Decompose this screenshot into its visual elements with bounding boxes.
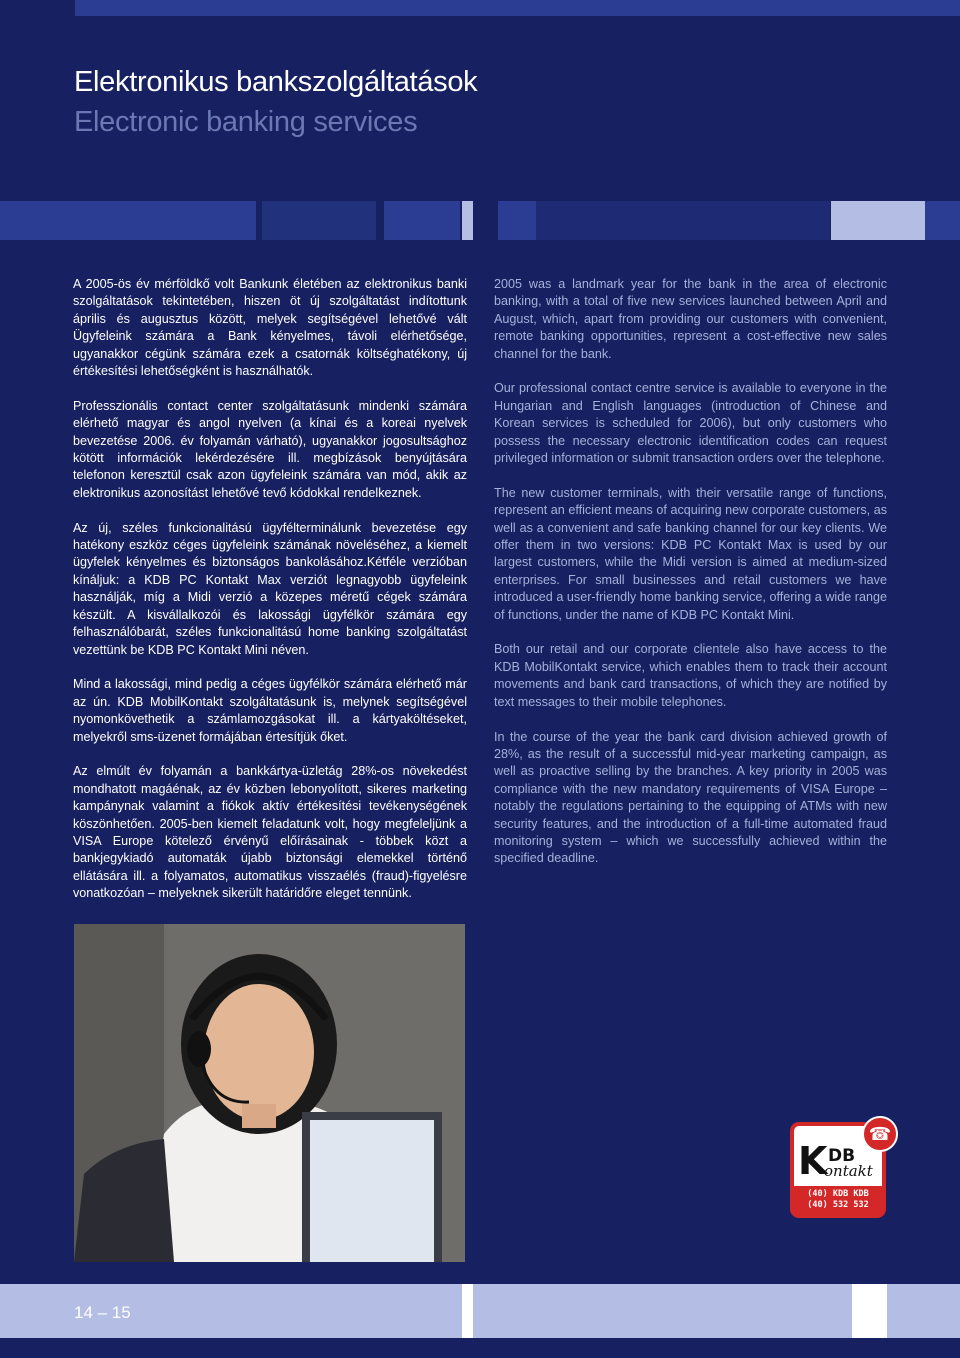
hu-paragraph: Az elmúlt év folyamán a bankkártya-üzletág 28%-os növekedést mondhatott magáénak, az év közben lebonyolított, sikeres marketing kampánynak valamint a fiókok aktív értékesítési tevékenységének köszönhetően. 2005-ben kiemelt feladatunk volt, hogy megfeleljünk a VISA Europe kötelező érvényű előírásainak - többek közt a bankjegykiadó automaták újabb biztonsági elemekkel történő ellátására ill. a folyamatos, automatikus visszaélés (fraud)-figyelésre vonatkozóan – melyeknek sikerült határidőre eleget tennünk. [73, 764, 467, 901]
stripe-segment [536, 201, 830, 240]
hu-paragraph: Professzionális contact center szolgáltatásunk mindenki számára elérhető magyar és angol nyelven (a kínai és a koreai nyelvek bevezetése 2006. év folyamán várható), ugyanakkor jogosultsághoz kötött információk lekérdezésére ill. megbízások benyújtására telefonon keresztül csak azon ügyfeleink számára van mód, akik az elektronikus azonosítást lehetővé tevő kódokkal rendelkeznek. [73, 398, 467, 500]
footer-stripe [852, 1284, 887, 1338]
top-color-bar [75, 0, 960, 16]
stripe-segment [925, 201, 960, 240]
stripe-segment [262, 201, 376, 240]
page-title-english: Electronic banking services [74, 106, 418, 138]
footer-stripe [462, 1284, 473, 1338]
logo-letter-k: K [798, 1139, 828, 1183]
logo-letters-db: DB [828, 1146, 856, 1166]
face [204, 984, 314, 1120]
en-paragraph: In the course of the year the bank card division achieved growth of 28%, as the result of a successful mid-year marketing campaign, as well as proactive selling by the branches. A key priority in 2005 was compliance with the new mandatory requirements of VISA Europe – notably the regulations pertaining to the equipping of ATMs with new security features, and the introduction of a full-time automated fraud monitoring system – which we successfully achieved within the specified deadline. [494, 729, 887, 866]
en-paragraph: The new customer terminals, with their versatile range of functions, represent an efficient means of acquiring new corporate customers, as well as a convenient and safe banking channel for our key clients. We offer them in two versions: KDB PC Kontakt Max is used by our largest customers, while the Midi version is aimed at medium-sized enterprises. For small businesses and retail customers we have introduced a user-friendly home banking service, offering a wide range of functions, under the name of KDB PC Kontakt Mini. [494, 485, 887, 622]
hu-paragraph: Az új, széles funkcionalitású ügyfélterminálunk bevezetése egy hatékony eszköz céges ügyfeleink számának növeléséhez, a kiemelt ügyfelek kényelmes és biztonságos bankolásához.Kétféle verzióban kínáljuk: a KDB PC Kontakt Max verziót legnagyobb ügyfeleink használják, míg a Midi verzió a közepes méretű cégek számára készült. A kisvállalkozói és lakossági ügyfélkör számára egy felhasználóbarát, széles funkcionalitású home banking szolgáltatást vezettünk be KDB PC Kontakt Mini néven. [73, 520, 467, 657]
logo-phone-numbers [794, 1186, 882, 1214]
logo-phone-line-1: (40) KDB KDB [807, 1189, 869, 1199]
stripe-segment [498, 201, 536, 240]
monitor-screen [310, 1120, 434, 1262]
english-text-column [494, 276, 887, 885]
hungarian-text-column [73, 276, 467, 920]
neck [242, 1104, 276, 1128]
stripe-segment [831, 201, 925, 240]
logo-phone-line-2: (40) 532 532 [807, 1200, 869, 1210]
stripe-segment [462, 201, 473, 240]
call-center-agent-photo [74, 924, 465, 1262]
photo-illustration [74, 924, 465, 1262]
telephone-icon: ☎ [862, 1116, 898, 1152]
hu-paragraph: Mind a lakossági, mind pedig a céges ügyfélkör számára elérhető már az ún. KDB MobilKontakt szolgáltatásunk is, melynek segítségével nyomonkövethetik a számlamozgásokat ill. a kártyaköltéseket, melyekről sms-üzenet formájában értesítjük őket. [73, 677, 467, 744]
page-title-hungarian: Elektronikus bankszolgáltatások [74, 66, 478, 98]
stripe-segment [0, 201, 74, 240]
hu-paragraph: A 2005-ös év mérföldkő volt Bankunk életében az elektronikus banki szolgáltatások tekintetében, hiszen öt új szolgáltatást indítottunk április és augusztus között, melyek segítségével lehetővé vált Ügyfeleink számára a Bank kényelmes, távoli elérhetősége, ugyanakkor cégünk számára ezek a csatornák költséghatékony, új értékesítési lehetőségként is használhatók. [73, 277, 467, 379]
stripe-segment [74, 201, 256, 240]
stripe-segment [384, 201, 460, 240]
logo-kontakt-text: ontakt [824, 1162, 873, 1180]
page-number: 14 – 15 [74, 1303, 131, 1322]
en-paragraph: Both our retail and our corporate clientele also have access to the KDB MobilKontakt service, which enables them to track their account movements and bank card transactions, of which they are notified by text messages to their mobile telephones. [494, 642, 887, 709]
en-paragraph: Our professional contact centre service is available to everyone in the Hungarian and English languages (introduction of Chinese and Korean services is scheduled for 2006), but only customers who possess the necessary electronic identification codes can request privileged information or submit transaction orders over the telephone. [494, 381, 887, 466]
en-paragraph: 2005 was a landmark year for the bank in the area of electronic banking, with a total of five new services launched between April and August, which, apart from providing our customers with convenient, remote banking opportunities, represent a cost-effective new sales channel for the bank. [494, 277, 887, 361]
headset-earpiece [187, 1031, 211, 1067]
footer-band [0, 1284, 960, 1338]
